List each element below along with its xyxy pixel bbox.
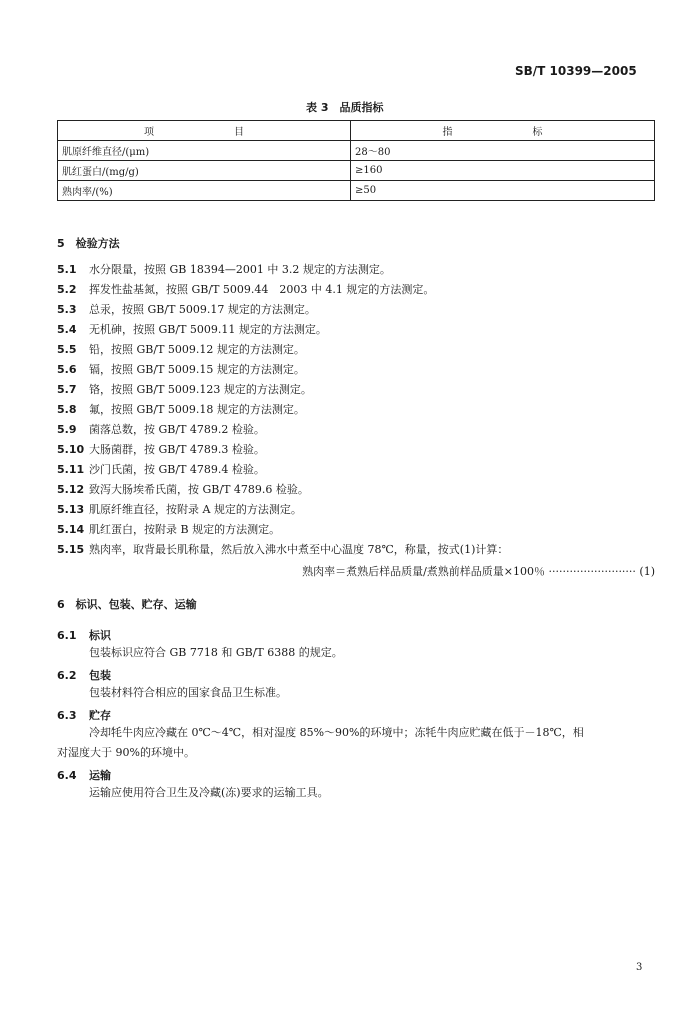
list-item: 5.5 铅，按照 GB/T 5009.12 规定的方法测定。: [57, 343, 305, 356]
page-number: 3: [636, 962, 643, 973]
list-item: 5.12 致泻大肠埃希氏菌，按 GB/T 4789.6 检验。: [57, 483, 309, 496]
table-cell: 28～80: [351, 141, 655, 161]
subsection-6-2-heading: 6.2 包装: [57, 669, 111, 682]
list-item: 5.10 大肠菌群，按 GB/T 4789.3 检验。: [57, 443, 265, 456]
list-item: 5.8 氟，按照 GB/T 5009.18 规定的方法测定。: [57, 403, 305, 416]
section-5-title: 5 检验方法: [57, 237, 120, 250]
formula: 熟肉率＝煮熟后样品质量/煮熟前样品质量×100％ ························· (1): [302, 565, 655, 578]
table-row: [58, 181, 655, 201]
table-header-item: 项 目: [58, 121, 351, 141]
list-item: 5.11 沙门氏菌，按 GB/T 4789.4 检验。: [57, 463, 265, 476]
table-header-index: 指 标: [351, 121, 655, 141]
list-item: 5.15 熟肉率，取背最长肌称量，然后放入沸水中煮至中心温度 78℃，称量，按式(1)计算：: [57, 543, 509, 556]
subsection-6-4-heading: 6.4 运输: [57, 769, 111, 782]
table-cell: ≥160: [351, 161, 655, 181]
table-cell: 肌原纤维直径/(μm): [58, 141, 351, 161]
paragraph: 冷却牦牛肉应冷藏在 0℃～4℃，相对湿度 85%～90%的环境中；冻牦牛肉应贮藏在低于－18℃，相: [89, 726, 584, 739]
quality-table: [57, 120, 655, 201]
list-item: 5.9 菌落总数，按 GB/T 4789.2 检验。: [57, 423, 265, 436]
list-item: 5.3 总汞，按照 GB/T 5009.17 规定的方法测定。: [57, 303, 316, 316]
paragraph: 运输应使用符合卫生及冷藏(冻)要求的运输工具。: [89, 786, 329, 799]
table-cell: ≥50: [351, 181, 655, 201]
list-item: 5.14 肌红蛋白，按附录 B 规定的方法测定。: [57, 523, 281, 536]
list-item: 5.6 镉，按照 GB/T 5009.15 规定的方法测定。: [57, 363, 305, 376]
list-item: 5.13 肌原纤维直径，按附录 A 规定的方法测定。: [57, 503, 302, 516]
table-caption: 表 3 品质指标: [306, 101, 384, 114]
table-cell: 肌红蛋白/(mg/g): [58, 161, 351, 181]
paragraph: 对湿度大于 90%的环境中。: [57, 746, 195, 759]
subsection-6-1-heading: 6.1 标识: [57, 629, 111, 642]
section-6-title: 6 标识、包装、贮存、运输: [57, 598, 197, 611]
subsection-6-3-heading: 6.3 贮存: [57, 709, 111, 722]
table-cell: 熟肉率/(%): [58, 181, 351, 201]
table-header-row: [58, 121, 655, 141]
list-item: 5.1 水分限量，按照 GB 18394—2001 中 3.2 规定的方法测定。: [57, 263, 391, 276]
table-row: [58, 161, 655, 181]
list-item: 5.2 挥发性盐基氮，按照 GB/T 5009.44 2003 中 4.1 规定的方法测定。: [57, 283, 435, 296]
paragraph: 包装标识应符合 GB 7718 和 GB/T 6388 的规定。: [89, 646, 343, 659]
list-item: 5.7 铬，按照 GB/T 5009.123 规定的方法测定。: [57, 383, 312, 396]
table-row: [58, 141, 655, 161]
list-item: 5.4 无机砷，按照 GB/T 5009.11 规定的方法测定。: [57, 323, 327, 336]
standard-code: SB/T 10399—2005: [515, 64, 637, 78]
paragraph: 包装材料符合相应的国家食品卫生标准。: [89, 686, 287, 699]
